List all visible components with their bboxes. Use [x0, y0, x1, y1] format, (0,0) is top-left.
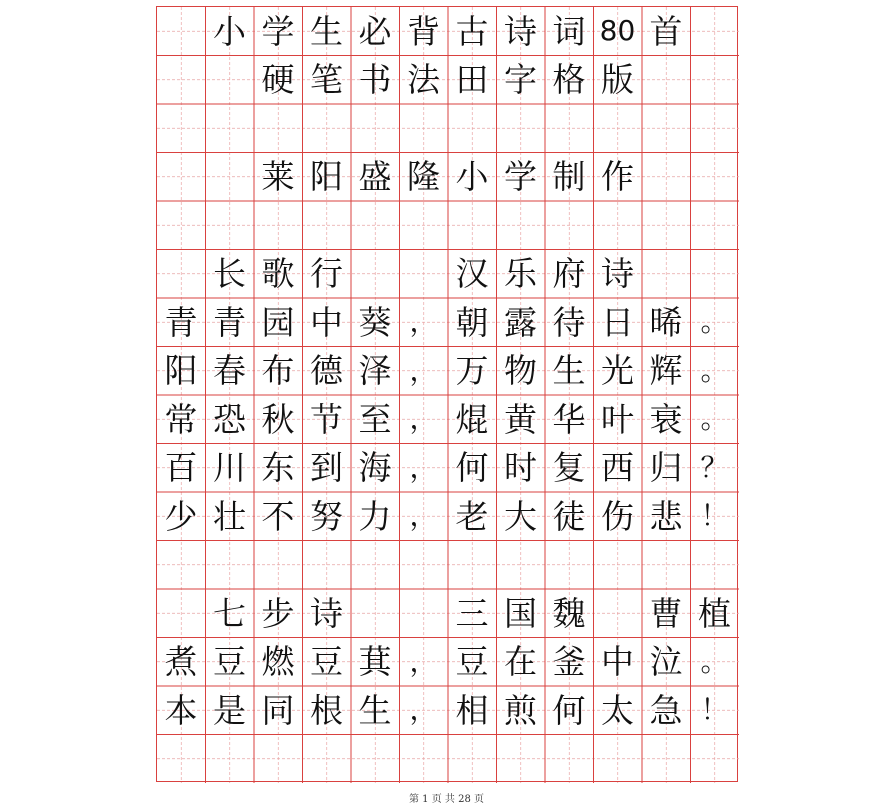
- grid-character: 力: [358, 496, 392, 536]
- grid-character: 古: [455, 11, 489, 51]
- grid-character: 80: [599, 14, 636, 47]
- grid-character: 煮: [164, 642, 198, 681]
- grid-character: 釜: [552, 642, 586, 681]
- grid-character: 汉: [455, 254, 489, 293]
- grid-character: 秋: [261, 399, 295, 439]
- grid-character: 豆: [455, 642, 489, 681]
- grid-character: 作: [601, 157, 634, 196]
- grid-character: 小: [455, 157, 489, 196]
- grid-character: 中: [310, 302, 343, 342]
- grid-character: ，: [409, 499, 438, 532]
- grid-character: 华: [552, 399, 586, 439]
- grid-character: 府: [552, 254, 586, 293]
- grid-character: 田: [455, 60, 489, 99]
- grid-character: 何: [455, 448, 489, 487]
- grid-character: 伤: [601, 496, 634, 536]
- grid-character: 辉: [649, 351, 683, 390]
- grid-character: 归: [649, 448, 683, 487]
- grid-character: 植: [698, 593, 731, 633]
- grid-character: 朝: [455, 302, 489, 342]
- grid-character: 老: [455, 496, 489, 536]
- grid-character: 焜: [455, 399, 489, 439]
- grid-character: 莱: [261, 157, 295, 196]
- grid-character: 。: [700, 402, 729, 435]
- grid-character: 壮: [213, 496, 246, 536]
- grid-character: 字: [504, 60, 537, 99]
- grid-character: 青: [164, 302, 198, 342]
- grid-character: 萁: [358, 642, 392, 681]
- grid-character: 万: [455, 351, 489, 390]
- grid-character: 词: [552, 11, 586, 51]
- grid-character: ，: [409, 402, 438, 435]
- grid-character: 露: [504, 302, 537, 342]
- grid-character: 努: [310, 496, 343, 536]
- grid-character: 不: [261, 496, 295, 536]
- grid-character: 燃: [261, 642, 295, 681]
- grid-character: 诗: [601, 254, 634, 293]
- grid-character: 徒: [552, 496, 586, 536]
- grid-character: ！: [700, 693, 729, 726]
- grid-character: 隆: [407, 157, 440, 196]
- grid-character: 常: [164, 399, 198, 439]
- grid-character: 学: [504, 157, 537, 196]
- grid-character: 乐: [504, 254, 537, 293]
- grid-character: 青: [213, 302, 246, 342]
- grid-character: 阳: [164, 351, 198, 390]
- grid-character: 。: [700, 353, 729, 387]
- grid-character: 背: [407, 11, 440, 51]
- grid-character: 日: [601, 302, 634, 342]
- grid-character: 急: [649, 690, 683, 730]
- grid-character: 。: [700, 644, 729, 678]
- grid-character: 歌: [261, 254, 295, 293]
- grid-character: 中: [601, 642, 634, 681]
- grid-character: 恐: [213, 399, 246, 439]
- grid-character: 根: [310, 690, 343, 730]
- grid-character: ，: [409, 644, 438, 678]
- grid-character: 黄: [504, 399, 537, 439]
- grid-character: ，: [409, 353, 438, 387]
- grid-character: 同: [261, 690, 295, 730]
- grid-character: 步: [261, 593, 295, 633]
- grid-character: 何: [552, 690, 586, 730]
- grid-character: 硬: [261, 60, 295, 99]
- grid-character: 魏: [552, 593, 586, 633]
- grid-character: 大: [504, 496, 537, 536]
- grid-character: 笔: [310, 60, 343, 99]
- grid-character: 必: [358, 11, 392, 51]
- grid-character: 春: [213, 351, 246, 390]
- grid-character: 晞: [649, 302, 683, 342]
- grid-character: 格: [552, 60, 586, 99]
- grid-character: 首: [649, 11, 683, 51]
- grid-character: 七: [213, 593, 246, 633]
- grid-character: 泽: [358, 351, 392, 390]
- grid-character: 三: [455, 593, 489, 633]
- page-footer: 第 1 页 共 28 页: [409, 794, 484, 805]
- grid-character: 豆: [213, 642, 246, 681]
- grid-character: 曹: [649, 593, 683, 633]
- grid-character: 节: [310, 399, 343, 439]
- grid-character: 生: [358, 690, 392, 730]
- grid-character: 复: [552, 448, 586, 487]
- grid-character: 川: [213, 448, 246, 487]
- grid-character: ，: [409, 693, 438, 726]
- grid-character: 布: [261, 351, 295, 390]
- grid-character: 西: [601, 448, 634, 487]
- grid-character: 悲: [649, 496, 683, 536]
- grid-character: 海: [358, 448, 392, 487]
- grid-character: 少: [164, 496, 198, 536]
- grid-character: 制: [552, 157, 586, 196]
- grid-character: 相: [455, 690, 489, 730]
- grid-character: 光: [601, 351, 634, 390]
- grid-character: ，: [409, 450, 438, 484]
- grid-character: 时: [504, 448, 537, 487]
- grid-character: 百: [164, 448, 198, 487]
- grid-character: 。: [700, 305, 729, 338]
- grid-character: 小: [213, 11, 246, 51]
- grid-character: 东: [261, 448, 295, 487]
- grid-character: 法: [407, 60, 440, 99]
- grid-character: 行: [310, 254, 343, 293]
- grid-character: 阳: [310, 157, 343, 196]
- grid-character: ，: [409, 305, 438, 338]
- grid-character: 生: [310, 11, 343, 51]
- grid-character: 园: [261, 302, 295, 342]
- grid-character: 本: [164, 690, 198, 730]
- grid-character: 诗: [504, 11, 537, 51]
- grid-character: 泣: [649, 642, 683, 681]
- grid-character: 书: [358, 60, 392, 99]
- grid-character: 是: [213, 690, 246, 730]
- grid-character: 生: [552, 351, 586, 390]
- tianzige-grid-sheet: [156, 6, 738, 782]
- grid-character: 国: [504, 593, 537, 633]
- grid-character: 诗: [310, 593, 343, 633]
- grid-character: 葵: [358, 302, 392, 342]
- grid-character: 长: [213, 254, 246, 293]
- grid-character: 在: [504, 642, 537, 681]
- grid-character: 德: [310, 351, 343, 390]
- grid-character: 学: [261, 11, 295, 51]
- grid-character: 盛: [358, 157, 392, 196]
- grid-character: 至: [358, 399, 392, 439]
- grid-character: 物: [504, 351, 537, 390]
- grid-character: 煎: [504, 690, 537, 730]
- grid-character: 太: [601, 690, 634, 730]
- grid-character: ！: [700, 499, 729, 532]
- grid-character: 到: [310, 448, 343, 487]
- grid-character: 版: [601, 60, 634, 99]
- grid-character: 待: [552, 302, 586, 342]
- grid-character: 衰: [649, 399, 683, 439]
- grid-character: 豆: [310, 642, 343, 681]
- grid-character: ？: [700, 450, 729, 484]
- grid-character: 叶: [601, 399, 634, 439]
